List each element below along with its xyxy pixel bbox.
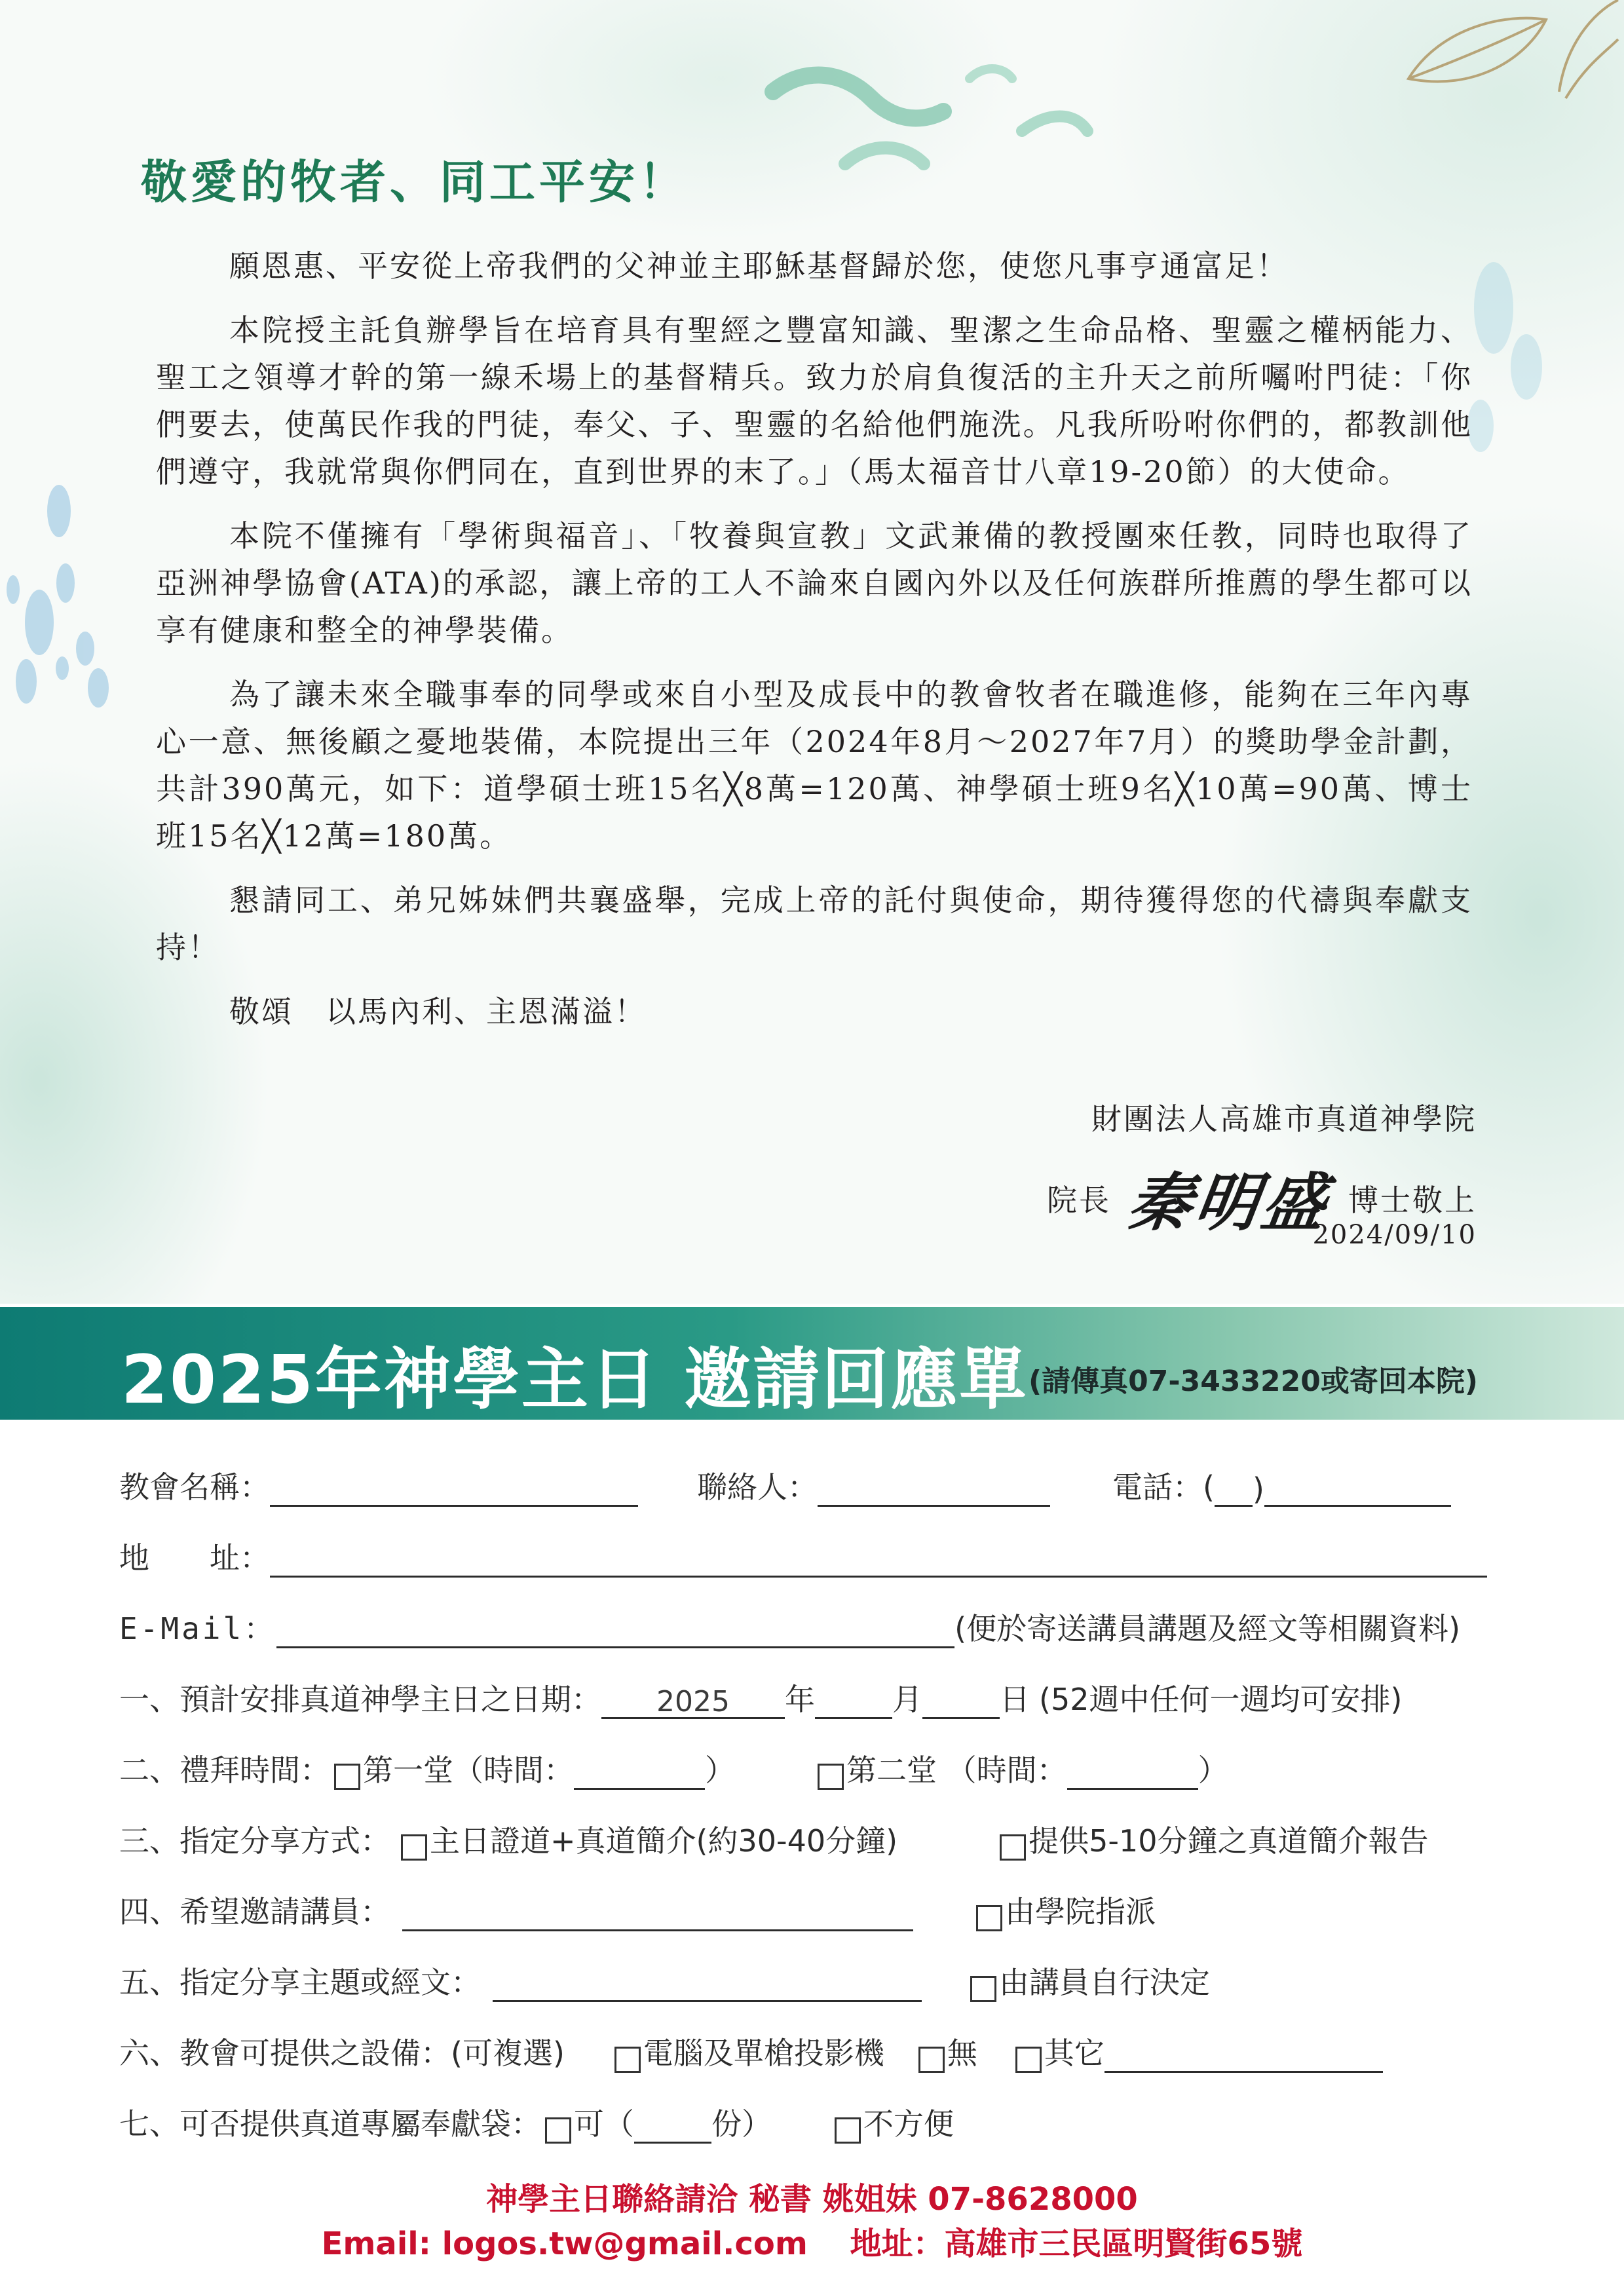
q2-second-service-label: 第二堂 （時間： [846, 1752, 1067, 1788]
q5-topic-row [119, 1956, 1210, 2002]
letter-paragraph: 懇請同工、弟兄姊妹們共襄盛舉，完成上帝的託付與使命，期待獲得您的代禱與奉獻支持！ [156, 882, 1473, 965]
q1-year-label: 年 [785, 1682, 815, 1717]
email-label: E-Mail： [119, 1611, 277, 1646]
q3-sermon-label: 主日證道+真道簡介(約30-40分鐘) [430, 1823, 898, 1859]
footer-email-address: Email: logos.tw@gmail.com 地址：高雄市三民區明賢街65號 [321, 2225, 1303, 2262]
q7-yes-label: 可（ [574, 2106, 634, 2142]
church-name-label: 教會名稱： [119, 1469, 270, 1505]
droplet-decoration [7, 485, 109, 708]
letter-date: 2024/09/10 [1312, 1220, 1477, 1250]
q2-time-row [119, 1744, 1228, 1790]
q2-first-service-time-field[interactable] [574, 1754, 705, 1790]
signatory-title: 院長 [1047, 1182, 1111, 1218]
q6-none-label: 無 [947, 2035, 977, 2071]
q7-no-label: 不方便 [863, 2106, 954, 2142]
form-fax-note: (請傳真07-3433220或寄回本院) [1029, 1365, 1479, 1398]
q1-month-field[interactable] [815, 1683, 892, 1719]
q7-label: 七、可否提供真道專屬奉獻袋： [119, 2106, 541, 2142]
q6-other-label: 其它 [1044, 2035, 1105, 2071]
q6-other-field[interactable] [1105, 2037, 1383, 2073]
q7-envelope-row [119, 2098, 954, 2144]
q1-month-label: 月 [892, 1682, 922, 1717]
phone-label: 電話：( [1112, 1469, 1215, 1505]
letter-paragraph: 為了讓未來全職事奉的同學或來自小型及成長中的教會牧者在職進修，能夠在三年內專心一意、無後顧之憂地裝備，本院提出三年（2024年8月～2027年7月）的獎助學金計劃，共計390萬元，如下：道學碩士班15名╳8萬=120萬、神學碩士班9名╳10萬=90萬、博士班15名╳12萬=180萬。 [156, 677, 1473, 854]
signatory-organization: 財團法人高雄市真道神學院 [1091, 1101, 1477, 1137]
q1-year-value: 2025 [656, 1685, 730, 1718]
q6-projector-label: 電腦及單槍投影機 [643, 2035, 884, 2071]
q3-brief-report-label: 提供5-10分鐘之真道簡介報告 [1029, 1823, 1429, 1859]
q3-sermon-checkbox[interactable] [401, 1834, 427, 1861]
q2-first-service-label: 第一堂（時間： [363, 1752, 574, 1788]
q5-speaker-decides-checkbox[interactable] [970, 1976, 996, 2002]
email-field[interactable] [276, 1612, 954, 1648]
q1-year-field[interactable] [601, 1683, 785, 1719]
address-row [119, 1532, 1487, 1578]
q1-note: (52週中任何一週均可安排) [1039, 1682, 1403, 1717]
q6-other-checkbox[interactable] [1015, 2047, 1042, 2073]
q7-yes-checkbox[interactable] [545, 2117, 571, 2144]
q2-close-paren-2: ） [1198, 1752, 1228, 1788]
letter-closing: 敬頌 以馬內利、主恩滿溢！ [229, 994, 647, 1029]
q6-none-checkbox[interactable] [918, 2047, 945, 2073]
address-field[interactable] [270, 1542, 1487, 1578]
q5-label: 五、指定分享主題或經文： [119, 1965, 481, 2000]
email-row [119, 1602, 1460, 1648]
letter-paragraph: 願恩惠、平安從上帝我們的父神並主耶穌基督歸於您，使您凡事亨通富足！ [229, 248, 1289, 284]
contact-label: 聯絡人： [697, 1469, 818, 1505]
q4-assigned-checkbox[interactable] [976, 1905, 1002, 1931]
q6-label: 六、教會可提供之設備：(可複選) [119, 2035, 565, 2071]
footer-contact: 神學主日聯絡請洽 秘書 姚姐妹 07-8628000 [486, 2181, 1138, 2218]
signatory-suffix: 博士敬上 [1348, 1182, 1477, 1218]
greeting-heading: 敬愛的牧者、同工平安！ [141, 155, 689, 209]
q2-label: 二、禮拜時間： [119, 1752, 330, 1788]
q4-label: 四、希望邀請講員： [119, 1894, 390, 1929]
q3-share-row [119, 1815, 1429, 1861]
phone-area-code-field[interactable] [1215, 1471, 1253, 1507]
address-label: 地 址： [119, 1540, 270, 1576]
q2-second-service-checkbox[interactable] [818, 1764, 844, 1790]
q3-brief-report-checkbox[interactable] [1000, 1834, 1026, 1861]
q4-speaker-row [119, 1885, 1156, 1931]
q5-speaker-decides-label: 由講員自行決定 [999, 1965, 1210, 2000]
church-info-row [119, 1461, 1451, 1507]
handwritten-signature: 秦明盛 [1124, 1165, 1334, 1240]
q4-assigned-label: 由學院指派 [1005, 1894, 1156, 1929]
email-note: (便於寄送講員講題及經文等相關資料) [954, 1611, 1461, 1646]
q1-label: 一、預計安排真道神學主日之日期： [119, 1682, 601, 1717]
letter-body [156, 242, 1473, 1052]
q3-label: 三、指定分享方式： [119, 1823, 390, 1859]
q1-day-label: 日 [1000, 1682, 1030, 1717]
phone-paren-close: ) [1252, 1471, 1264, 1507]
phone-number-field[interactable] [1264, 1471, 1451, 1507]
q7-no-checkbox[interactable] [835, 2117, 861, 2144]
letter-paragraph: 本院不僅擁有「學術與福音」、「牧養與宣教」文武兼備的教授團來任教，同時也取得了亞洲神學協會(ATA)的承認，讓上帝的工人不論來自國內外以及任何族群所推薦的學生都可以享有健康和整全的神學裝備。 [156, 518, 1473, 648]
q1-day-field[interactable] [922, 1683, 1000, 1719]
contact-field[interactable] [818, 1471, 1050, 1507]
q6-projector-checkbox[interactable] [614, 2047, 641, 2073]
q2-second-service-time-field[interactable] [1067, 1754, 1198, 1790]
q2-first-service-checkbox[interactable] [334, 1764, 360, 1790]
church-name-field[interactable] [270, 1471, 638, 1507]
q5-topic-field[interactable] [493, 1966, 922, 2002]
leaf-icon [1408, 0, 1618, 98]
q6-equipment-row [119, 2027, 1383, 2073]
form-title: 2025年神學主日 邀請回應單 [121, 1341, 1029, 1419]
q4-speaker-field[interactable] [402, 1895, 913, 1931]
q7-quantity-field[interactable] [634, 2108, 711, 2144]
q1-date-row [119, 1673, 1402, 1719]
q7-unit-label: 份） [711, 2106, 772, 2142]
q2-close-paren: ） [705, 1752, 735, 1788]
letter-paragraph: 本院授主託負辦學旨在培育具有聖經之豐富知識、聖潔之生命品格、聖靈之權柄能力、聖工之領導才幹的第一線禾場上的基督精兵。致力於肩負復活的主升天之前所囑咐門徒：「你們要去，使萬民作我的門徒，奉父、子、聖靈的名給他們施洗。凡我所吩咐你們的，都教訓他們遵守，我就常與你們同在，直到世界的末了。」（馬太福音廿八章19-20節）的大使命。 [156, 312, 1473, 489]
